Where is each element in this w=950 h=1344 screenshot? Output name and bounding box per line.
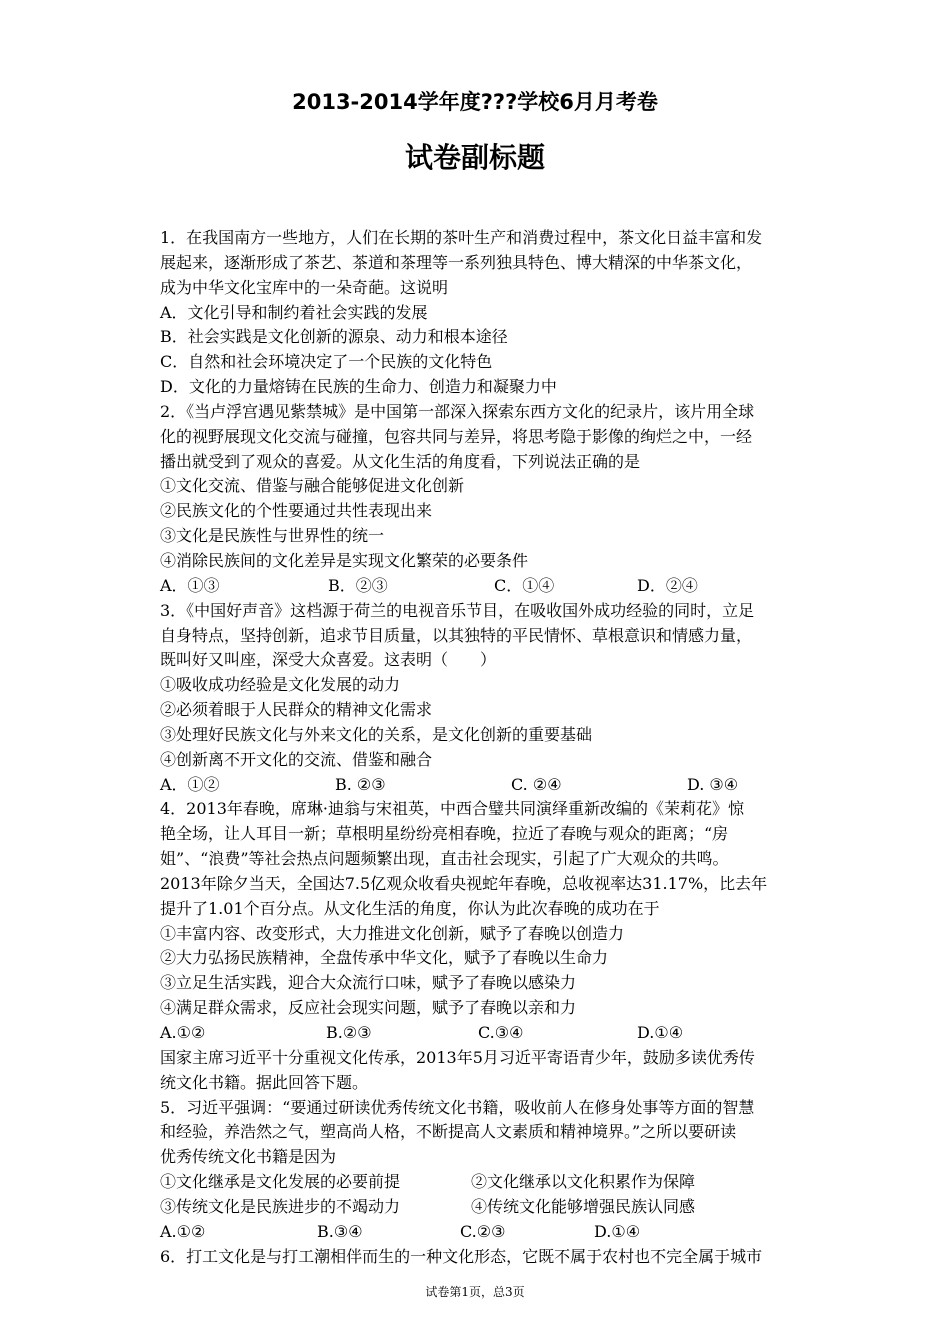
- statement-item: ④创新离不开文化的交流、借鉴和融合: [160, 749, 433, 769]
- statement-item: ①吸收成功经验是文化发展的动力: [160, 675, 401, 695]
- question-3: [160, 599, 800, 798]
- question-stem-line: 艳全场，让人耳目一新；草根明星纷纷亮相春晚，拉近了春晚与观众的距离；“房: [160, 824, 729, 844]
- statement-row: [160, 1195, 800, 1220]
- option-b: B.②③: [326, 1023, 372, 1042]
- statement-item: ②必须着眼于人民群众的精神文化需求: [160, 700, 433, 720]
- option-c: C.②③: [460, 1221, 506, 1241]
- question-stem-line: 既叫好又叫座，深受大众喜爱。这表明（ ）: [160, 650, 497, 670]
- exam-title: 2013-2014学年度???学校6月月考卷: [292, 90, 658, 114]
- question-stem-line: 6．打工文化是与打工潮相伴而生的一种文化形态，它既不属于农村也不完全属于城市: [160, 1246, 763, 1266]
- statement-item: ②大力弘扬民族精神，全盘传承中华文化，赋予了春晚以生命力: [160, 948, 609, 968]
- option-c: C. ②④: [511, 774, 562, 794]
- answer-options: [160, 1021, 800, 1046]
- question-1: [160, 226, 800, 400]
- option-c: C．①④: [494, 575, 555, 595]
- question-stem-line: 自身特点，坚持创新，追求节目质量，以其独特的平民情怀、草根意识和情感力量，: [160, 625, 753, 645]
- statement-item: ③文化是民族性与世界性的统一: [160, 526, 385, 546]
- question-stem-line: 1．在我国南方一些地方，人们在长期的茶叶生产和消费过程中，茶文化日益丰富和发: [160, 228, 763, 247]
- statement-row: [160, 1170, 800, 1195]
- question-stem-line: 2．《当卢浮宫遇见紫禁城》是中国第一部深入探索东西方文化的纪录片，该片用全球: [160, 401, 755, 421]
- statement-item: ④传统文化能够增强民族认同感: [471, 1196, 696, 1216]
- statement-item: ②民族文化的个性要通过共性表现出来: [160, 501, 433, 521]
- option-a: A．①②: [160, 774, 220, 794]
- option-d: D.①④: [637, 1023, 684, 1042]
- question-4: [160, 797, 800, 1045]
- option-c: C．自然和社会环境决定了一个民族的文化特色: [160, 352, 493, 372]
- option-b: B. ②③: [335, 774, 386, 794]
- option-c: C.③④: [478, 1023, 524, 1042]
- option-a: A．文化引导和制约着社会实践的发展: [160, 302, 428, 322]
- option-a: A．①③: [160, 575, 220, 595]
- statement-item: ②文化继承以文化积累作为保障: [471, 1172, 696, 1192]
- question-list: [160, 226, 800, 1269]
- answer-options: [160, 773, 800, 798]
- option-d: D.①④: [594, 1221, 641, 1241]
- question-stem-line: 成为中华文化宝库中的一朵奇葩。这说明: [160, 277, 449, 297]
- intro-line: 统文化书籍。据此回答下题。: [160, 1072, 369, 1092]
- statement-item: ①丰富内容、改变形式，大力推进文化创新，赋予了春晚以创造力: [160, 923, 625, 943]
- question-stem-line: 3．《中国好声音》这档源于荷兰的电视音乐节目，在吸收国外成功经验的同时，立足: [160, 600, 755, 620]
- option-d: D．②④: [637, 575, 698, 595]
- statement-item: ③处理好民族文化与外来文化的关系，是文化创新的重要基础: [160, 724, 593, 744]
- question-stem-line: 姐”、“浪费”等社会热点问题频繁出现，直击社会现实，引起了广大观众的共鸣。: [160, 849, 729, 869]
- statement-item: ④满足群众需求，反应社会现实问题，赋予了春晚以亲和力: [160, 998, 577, 1018]
- question-stem-line: 4．2013年春晚，席琳·迪翁与宋祖英，中西合璧共同演绎重新改编的《茉莉花》惊: [160, 799, 744, 819]
- statement-item: ③立足生活实践，迎合大众流行口味，赋予了春晚以感染力: [160, 973, 577, 993]
- question-stem-line: 2013年除夕当天，全国达7.5亿观众收看央视蛇年春晚，总收视率达31.17%，比去年: [160, 873, 768, 893]
- question-stem-line: 播出就受到了观众的喜爱。从文化生活的角度看，下列说法正确的是: [160, 451, 641, 471]
- option-a: A.①②: [160, 1023, 206, 1042]
- reading-intro: [160, 1046, 800, 1096]
- answer-options: [160, 574, 800, 599]
- option-d: D．文化的力量熔铸在民族的生命力、创造力和凝聚力中: [160, 377, 557, 397]
- option-d: D. ③④: [687, 774, 739, 794]
- answer-options: [160, 1220, 800, 1245]
- statement-item: ①文化继承是文化发展的必要前提: [160, 1172, 401, 1192]
- question-2: [160, 400, 800, 599]
- intro-line: 国家主席习近平十分重视文化传承，2013年5月习近平寄语青少年，鼓励多读优秀传: [160, 1047, 755, 1067]
- option-a: A.①②: [160, 1221, 206, 1241]
- option-b: B．②③: [328, 575, 388, 595]
- option-b: B．社会实践是文化创新的源泉、动力和根本途径: [160, 327, 508, 347]
- question-stem-line: 化的视野展现文化交流与碰撞，包容共同与差异，将思考隐于影像的绚烂之中，一经: [160, 426, 753, 446]
- question-5: [160, 1096, 800, 1245]
- question-stem-line: 和经验，养浩然之气，塑高尚人格，不断提高人文素质和精神境界。”之所以要研读: [160, 1122, 737, 1142]
- question-stem-line: 展起来，逐渐形成了茶艺、茶道和茶理等一系列独具特色、博大精深的中华茶文化，: [160, 252, 753, 272]
- question-stem-line: 提升了1.01个百分点。从文化生活的角度，你认为此次春晚的成功在于: [160, 898, 660, 918]
- exam-subtitle: 试卷副标题: [404, 141, 545, 174]
- statement-item: ①文化交流、借鉴与融合能够促进文化创新: [160, 476, 465, 496]
- option-b: B.③④: [317, 1221, 363, 1241]
- statement-item: ④消除民族间的文化差异是实现文化繁荣的必要条件: [160, 550, 529, 570]
- question-stem-line: 优秀传统文化书籍是因为: [160, 1147, 337, 1167]
- page-footer: 试卷第1页，总3页: [425, 1285, 525, 1299]
- question-6: [160, 1245, 800, 1270]
- question-stem-line: 5．习近平强调：“要通过研读优秀传统文化书籍，吸收前人在修身处事等方面的智慧: [160, 1097, 755, 1117]
- statement-item: ③传统文化是民族进步的不竭动力: [160, 1196, 401, 1216]
